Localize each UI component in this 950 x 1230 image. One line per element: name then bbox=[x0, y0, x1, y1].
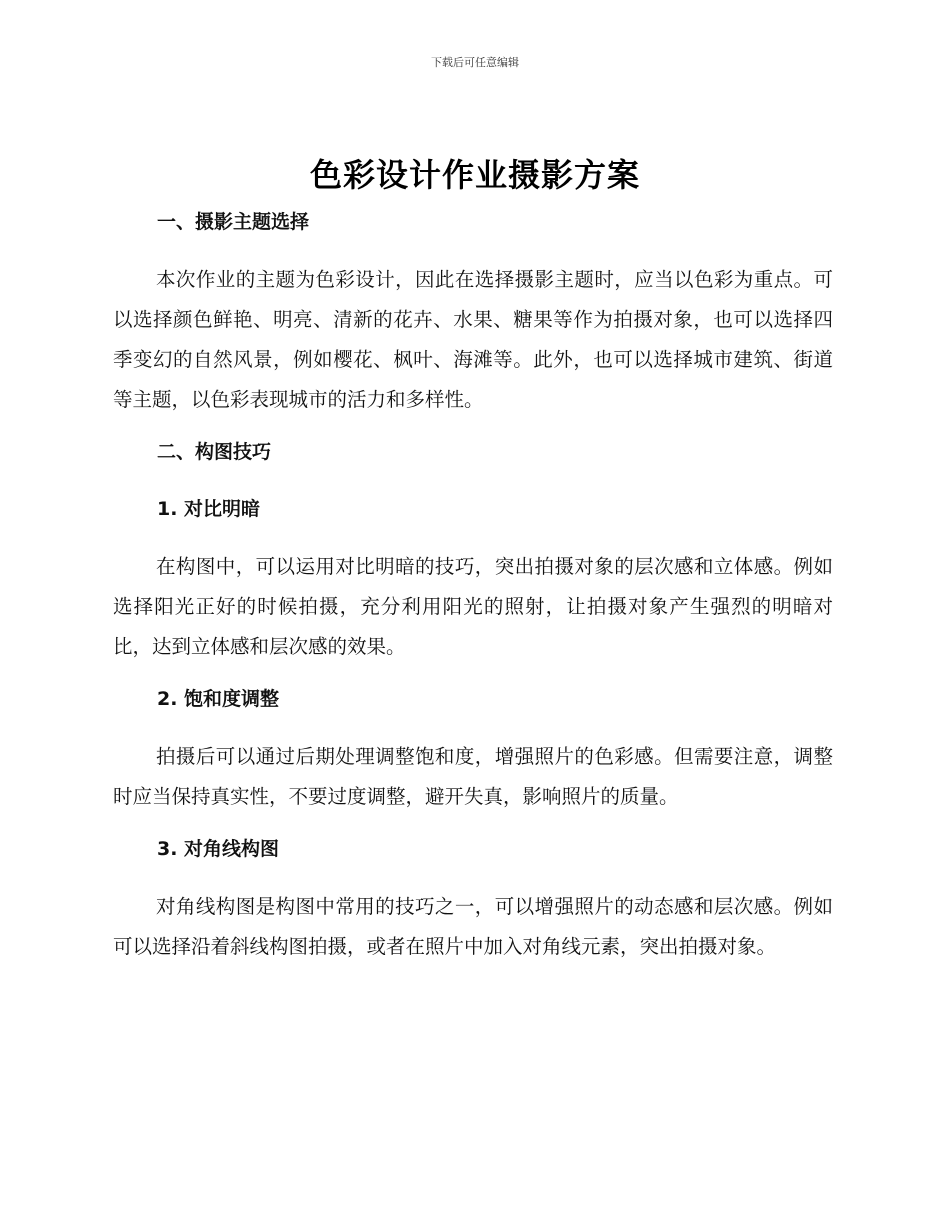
section-heading-topic: 一、摄影主题选择 bbox=[157, 211, 310, 233]
document-title: 色彩设计作业摄影方案 bbox=[309, 156, 640, 194]
subsection-heading-saturation: 2. 饱和度调整 bbox=[157, 688, 280, 710]
document-body bbox=[113, 202, 833, 967]
subsection-heading-diagonal: 3. 对角线构图 bbox=[157, 838, 280, 860]
paragraph-topic: 本次作业的主题为色彩设计，因此在选择摄影主题时，应当以色彩为重点。可以选择颜色鲜艳、明亮、清新的花卉、水果、糖果等作为拍摄对象，也可以选择四季变幻的自然风景，例如樱花、枫叶、海滩等。此外，也可以选择城市建筑、街道等主题，以色彩表现城市的活力和多样性。 bbox=[113, 268, 833, 411]
section-heading-composition: 二、构图技巧 bbox=[157, 441, 272, 463]
subsection-heading-contrast: 1. 对比明暗 bbox=[157, 498, 261, 520]
paragraph-saturation: 拍摄后可以通过后期处理调整饱和度，增强照片的色彩感。但需要注意，调整时应当保持真实性，不要过度调整，避开失真，影响照片的质量。 bbox=[113, 745, 833, 808]
paragraph-contrast: 在构图中，可以运用对比明暗的技巧，突出拍摄对象的层次感和立体感。例如选择阳光正好的时候拍摄，充分利用阳光的照射，让拍摄对象产生强烈的明暗对比，达到立体感和层次感的效果。 bbox=[113, 555, 833, 658]
header-note: 下载后可任意编辑 bbox=[431, 56, 519, 69]
paragraph-diagonal: 对角线构图是构图中常用的技巧之一，可以增强照片的动态感和层次感。例如可以选择沿着斜线构图拍摄，或者在照片中加入对角线元素，突出拍摄对象。 bbox=[113, 895, 833, 958]
